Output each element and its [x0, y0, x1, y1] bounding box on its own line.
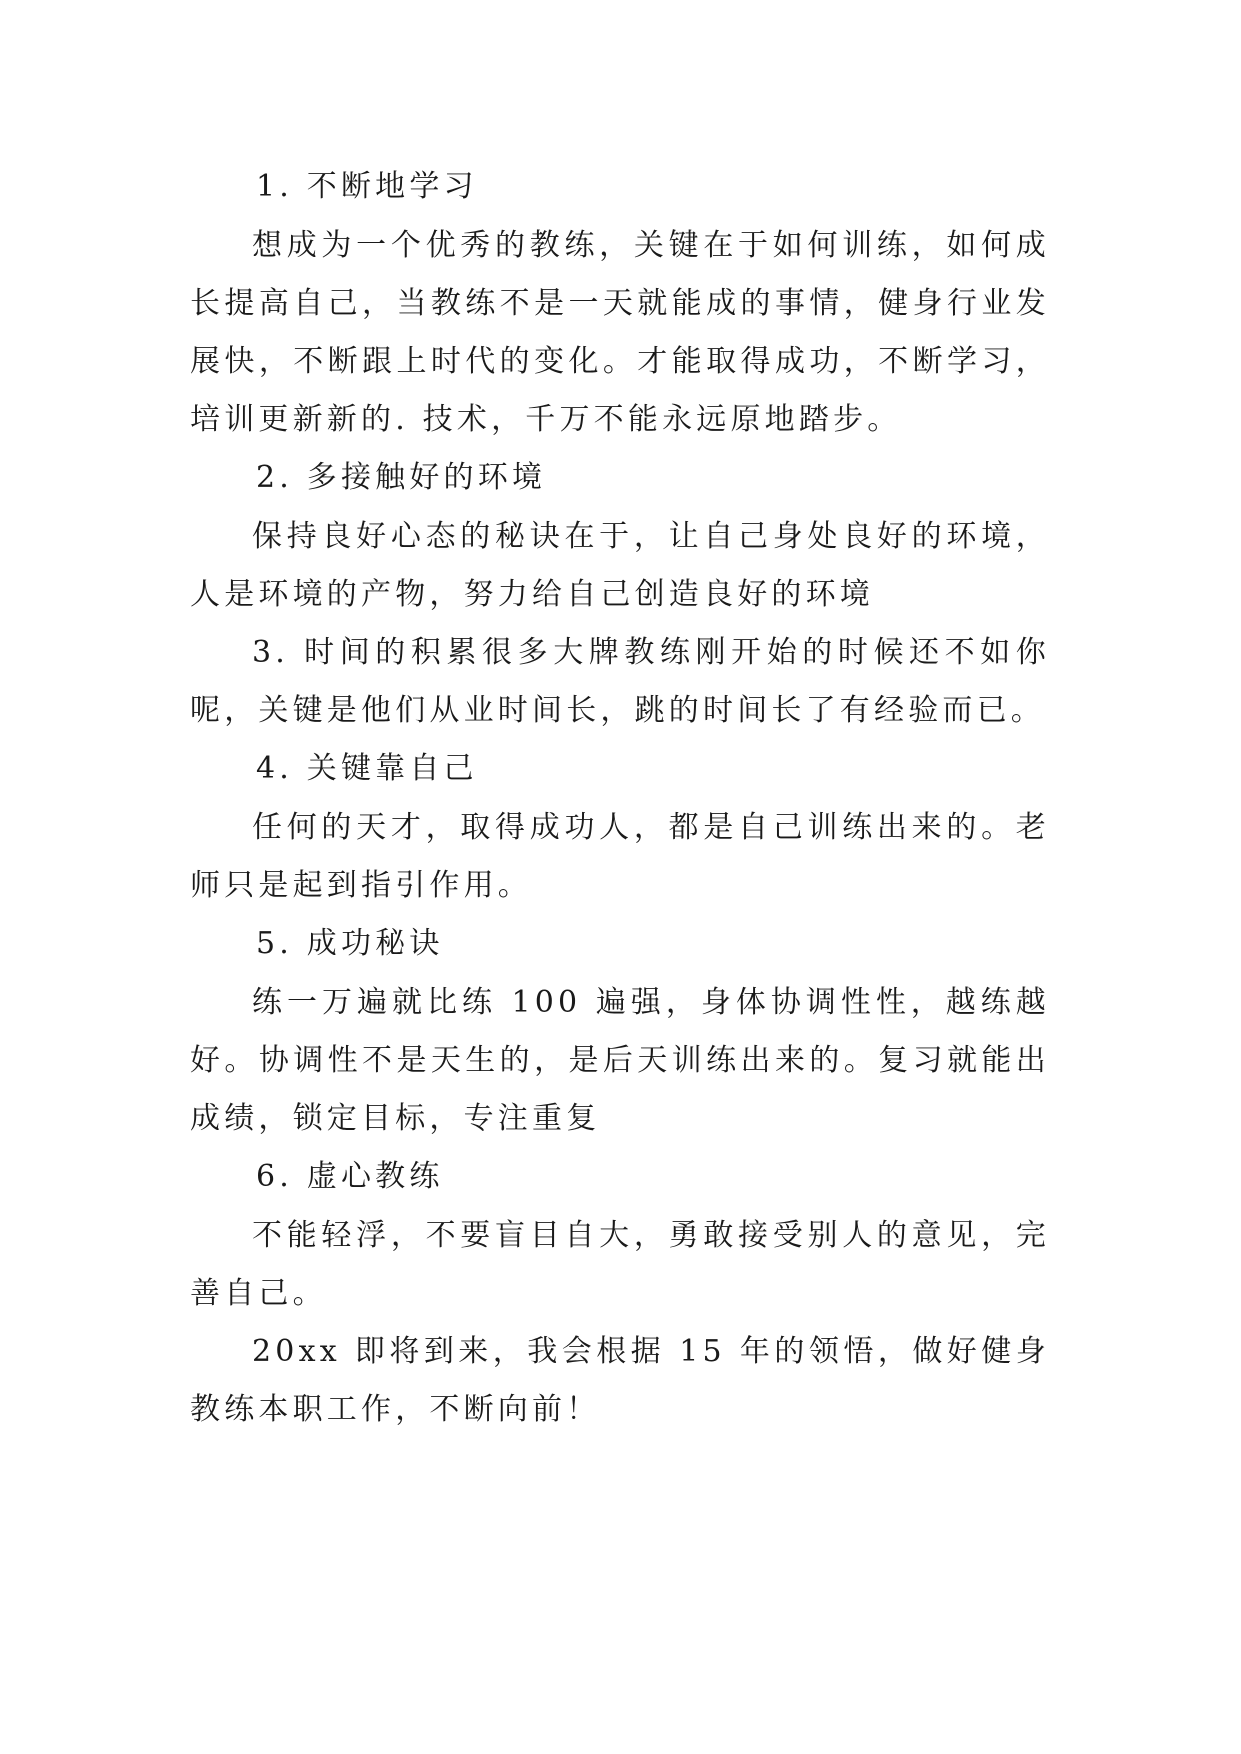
- paragraph-learning: 想成为一个优秀的教练，关键在于如何训练，如何成长提高自己，当教练不是一天就能成的事情，健身行业发展快，不断跟上时代的变化。才能取得成功，不断学习，培训更新新的. 技术，千万不能永远原地踏步。: [190, 228, 1050, 437]
- paragraph-humble-coach: 不能轻浮，不要盲目自大，勇敢接受别人的意见，完善自己。: [190, 1218, 1050, 1311]
- paragraph-environment: 保持良好心态的秘诀在于，让自己身处良好的环境，人是环境的产物，努力给自己创造良好的环境: [190, 519, 1050, 612]
- section-heading-learning: 1. 不断地学习: [256, 169, 478, 204]
- paragraph-success-secret: 练一万遍就比练 100 遍强，身体协调性性，越练越好。协调性不是天生的，是后天训练出来的。复习就能出成绩，锁定目标，专注重复: [190, 985, 1050, 1136]
- document-body: [190, 158, 1050, 1439]
- section-heading-self-reliance: 4. 关键靠自己: [256, 751, 478, 786]
- section-heading-humble-coach: 6. 虚心教练: [256, 1159, 444, 1194]
- paragraph-time-accumulation: 3. 时间的积累很多大牌教练刚开始的时候还不如你呢，关键是他们从业时间长，跳的时间长了有经验而已。: [190, 635, 1050, 728]
- paragraph-closing: 20xx 即将到来，我会根据 15 年的领悟，做好健身教练本职工作，不断向前！: [190, 1334, 1050, 1427]
- section-heading-environment: 2. 多接触好的环境: [256, 460, 547, 495]
- paragraph-self-reliance: 任何的天才，取得成功人，都是自己训练出来的。老师只是起到指引作用。: [190, 810, 1050, 903]
- section-heading-success-secret: 5. 成功秘诀: [256, 926, 444, 961]
